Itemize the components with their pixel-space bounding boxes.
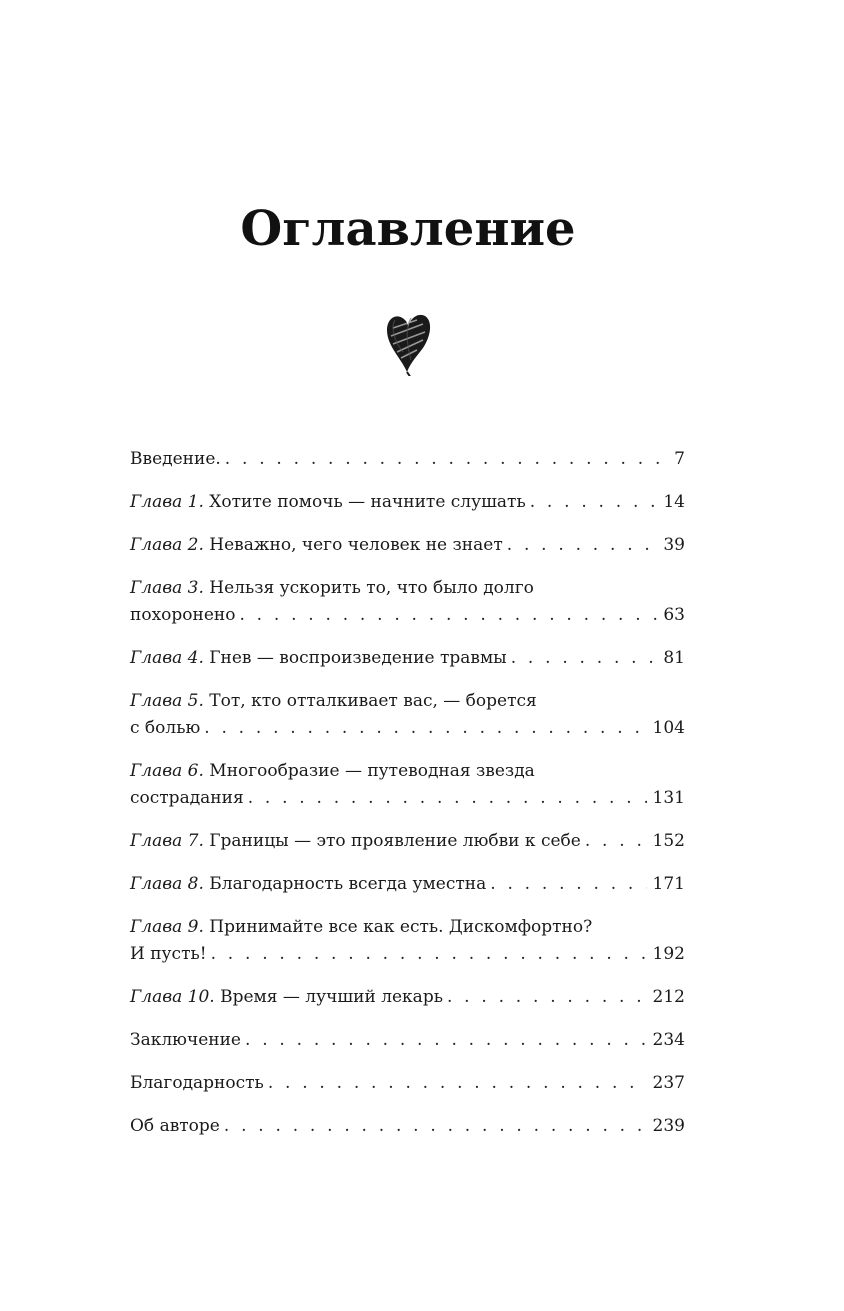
toc-entry[interactable] <box>130 828 685 855</box>
toc-entry-text <box>130 914 592 941</box>
dot-leader <box>239 602 657 629</box>
toc-entry-text <box>130 828 581 855</box>
toc-entry-text <box>130 1070 264 1097</box>
toc-entry[interactable] <box>130 645 685 672</box>
dot-leader <box>268 1070 647 1097</box>
toc-entry-line <box>130 602 685 629</box>
chapter-title: Многообразие — путеводная звезда <box>209 761 535 781</box>
page-number: 7 <box>674 449 685 469</box>
toc-entry[interactable] <box>130 1070 685 1097</box>
toc-entry-text <box>130 785 244 812</box>
page-number: 212 <box>652 987 685 1007</box>
page-number: 239 <box>652 1116 685 1136</box>
page-number: 234 <box>652 1030 685 1050</box>
dot-leader <box>585 828 647 855</box>
heart-scribble-icon <box>381 306 433 376</box>
chapter-label: Глава 4. <box>130 648 204 668</box>
toc-entry-text <box>130 602 235 629</box>
toc-entry-line <box>130 758 685 785</box>
toc-entry-text <box>130 941 207 968</box>
page-number: 192 <box>652 944 685 964</box>
toc-entry-text <box>130 575 534 602</box>
toc-entry-line <box>130 1070 685 1097</box>
dot-leader <box>204 715 646 742</box>
toc-entry-line <box>130 914 685 941</box>
toc-entry[interactable] <box>130 532 685 559</box>
chapter-label: Глава 3. <box>130 578 204 598</box>
dot-leader <box>447 984 647 1011</box>
chapter-label: Глава 10. <box>130 987 215 1007</box>
chapter-title: Благодарность всегда уместна <box>209 874 487 894</box>
toc-entry[interactable] <box>130 1113 685 1140</box>
chapter-title: Хотите помочь — начните слушать <box>209 492 526 512</box>
page-number: 39 <box>663 535 685 555</box>
chapter-title: Тот, кто отталкивает вас, — борется <box>209 691 537 711</box>
chapter-title: Время — лучший лекарь <box>220 987 443 1007</box>
page-number: 81 <box>663 648 685 668</box>
toc-entry-line <box>130 1027 685 1054</box>
chapter-title: Нельзя ускорить то, что было долго <box>209 578 534 598</box>
toc-entry-line <box>130 446 685 473</box>
chapter-title: Границы — это проявление любви к себе <box>209 831 581 851</box>
dot-leader <box>507 532 658 559</box>
toc-entry[interactable] <box>130 489 685 516</box>
chapter-title: Принимайте все как есть. Дискомфортно? <box>209 917 593 937</box>
chapter-label: Глава 7. <box>130 831 204 851</box>
toc-entry-text <box>130 758 535 785</box>
dot-leader <box>211 941 647 968</box>
toc-entry-line <box>130 688 685 715</box>
chapter-title: Гнев — воспроизведение травмы <box>209 648 507 668</box>
toc-entry-text <box>130 715 200 742</box>
toc-entry-line <box>130 715 685 742</box>
page-number: 171 <box>652 874 685 894</box>
toc-entry[interactable] <box>130 871 685 898</box>
toc-entry-text <box>130 645 507 672</box>
toc-entry-text <box>130 871 486 898</box>
toc-entry[interactable] <box>130 575 685 629</box>
chapter-title: Неважно, чего человек не знает <box>209 535 503 555</box>
chapter-title: с болью <box>130 718 201 738</box>
toc-entry-text <box>130 1027 241 1054</box>
page-number: 131 <box>652 788 685 808</box>
toc-entry-text <box>130 1113 220 1140</box>
toc-entry[interactable] <box>130 688 685 742</box>
toc-entry-line <box>130 645 685 672</box>
toc-entry-line <box>130 532 685 559</box>
toc-entry-line <box>130 828 685 855</box>
chapter-label: Глава 5. <box>130 691 204 711</box>
chapter-label: Глава 2. <box>130 535 204 555</box>
toc-entry-text <box>130 446 221 473</box>
toc-entry-line <box>130 575 685 602</box>
table-of-contents <box>130 446 685 1156</box>
page-number: 104 <box>652 718 685 738</box>
dot-leader <box>248 785 647 812</box>
chapter-title: похоронено <box>130 605 236 625</box>
toc-entry-line <box>130 871 685 898</box>
chapter-label: Глава 6. <box>130 761 204 781</box>
toc-entry[interactable] <box>130 914 685 968</box>
toc-entry[interactable] <box>130 446 685 473</box>
dot-leader <box>225 446 668 473</box>
toc-entry-line <box>130 941 685 968</box>
chapter-label: Глава 1. <box>130 492 204 512</box>
toc-entry-line <box>130 785 685 812</box>
page-number: 63 <box>663 605 685 625</box>
toc-entry-line <box>130 984 685 1011</box>
dot-leader <box>245 1027 647 1054</box>
dot-leader <box>511 645 658 672</box>
toc-entry-text <box>130 688 537 715</box>
toc-entry-line <box>130 1113 685 1140</box>
chapter-title: Об авторе <box>130 1116 220 1136</box>
toc-entry[interactable] <box>130 758 685 812</box>
chapter-title: И пусть! <box>130 944 207 964</box>
dot-leader <box>224 1113 647 1140</box>
page-title: Оглавление <box>240 201 576 257</box>
toc-entry-text <box>130 532 503 559</box>
toc-entry[interactable] <box>130 1027 685 1054</box>
chapter-label: Глава 9. <box>130 917 204 937</box>
chapter-title: Благодарность <box>130 1073 264 1093</box>
chapter-title: сострадания <box>130 788 244 808</box>
page-number: 237 <box>652 1073 685 1093</box>
toc-entry-line <box>130 489 685 516</box>
toc-entry-text <box>130 489 526 516</box>
dot-leader <box>490 871 646 898</box>
chapter-title: Введение. <box>130 449 221 469</box>
dot-leader <box>530 489 658 516</box>
chapter-title: Заключение <box>130 1030 241 1050</box>
chapter-label: Глава 8. <box>130 874 204 894</box>
page-number: 152 <box>652 831 685 851</box>
page-number: 14 <box>663 492 685 512</box>
toc-entry-text <box>130 984 443 1011</box>
toc-entry[interactable] <box>130 984 685 1011</box>
